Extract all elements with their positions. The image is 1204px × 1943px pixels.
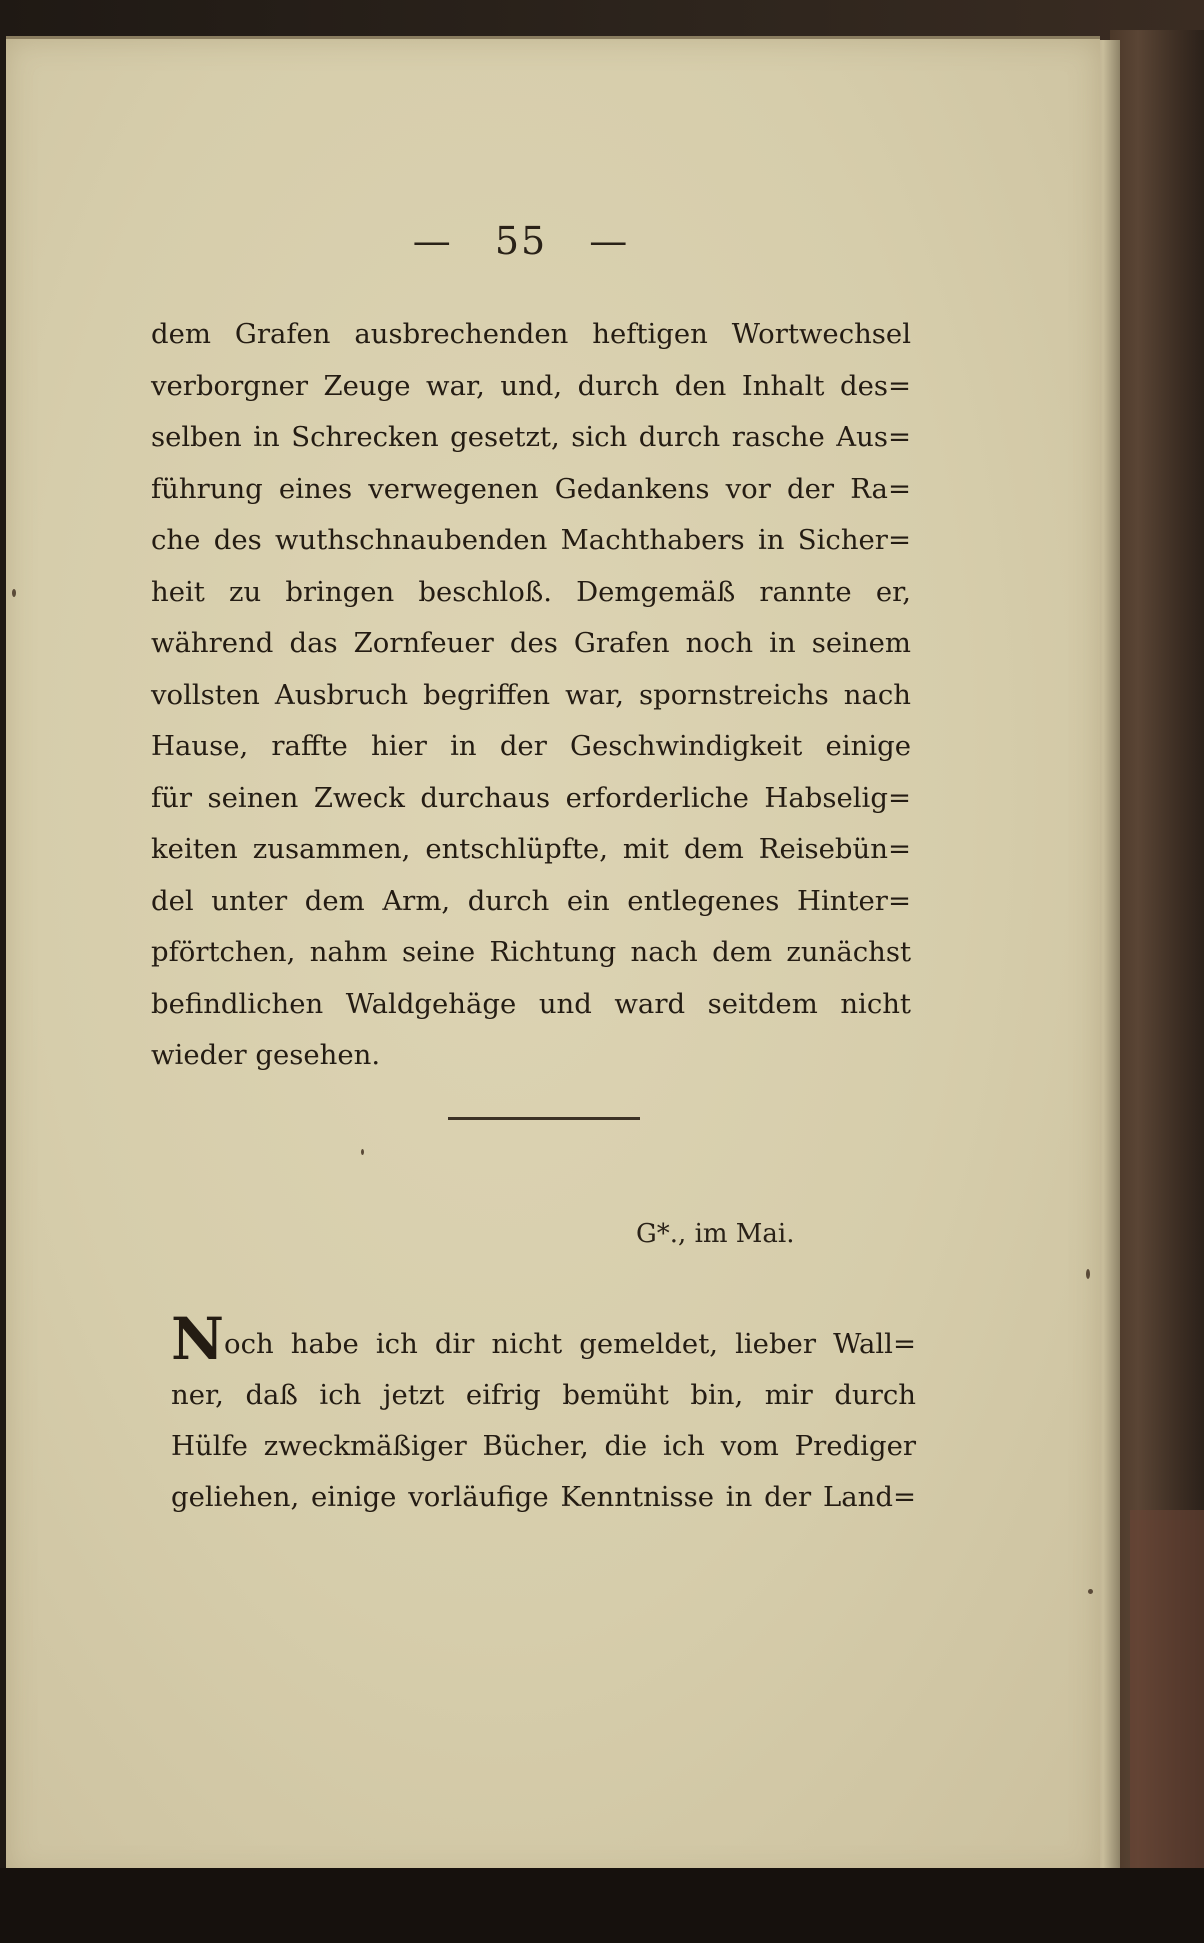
book-page: [6, 36, 1100, 1877]
text-line: für seinen Zweck durchaus erforderliche Habselig=: [151, 781, 911, 814]
text-line: befindlichen Waldgehäge und ward seitdem nicht: [151, 987, 911, 1020]
text-line: keiten zusammen, entschlüpfte, mit dem Reisebün=: [151, 833, 911, 865]
text-line-with-initial: [171, 1305, 916, 1373]
letter-dateline: G*., im Mai.: [636, 1219, 795, 1249]
paper-speck: [361, 1149, 364, 1155]
text-line: Hause, raffte hier in der Geschwindigkeit einige: [151, 730, 911, 762]
scan-bottom-shadow: [0, 1868, 1204, 1943]
text-line: del unter dem Arm, durch ein entlegenes Hinter=: [151, 884, 911, 917]
text-line: che des wuthschnaubenden Machthabers in Sicher=: [151, 524, 911, 556]
section-divider: [448, 1117, 640, 1120]
paper-speck: [1086, 1269, 1090, 1279]
text-line: wieder gesehen.: [151, 1039, 381, 1071]
text-line: och habe ich dir nicht gemeldet, lieber Wall=: [224, 1328, 916, 1360]
page-number: 55: [494, 219, 548, 263]
text-line: geliehen, einige vorläufige Kenntnisse in der Land=: [171, 1481, 916, 1513]
text-line: dem Grafen ausbrechenden heftigen Wortwechsel: [151, 318, 911, 350]
text-line: pförtchen, nahm seine Richtung nach dem zunächst: [151, 936, 911, 968]
page-number-header: [6, 219, 1036, 263]
text-line: während das Zornfeuer des Grafen noch in seinem: [151, 627, 911, 659]
text-line: selben in Schrecken gesetzt, sich durch rasche Aus=: [151, 421, 911, 453]
drop-initial: N: [171, 1305, 225, 1373]
text-line: vollsten Ausbruch begriffen war, spornstreichs nach: [151, 678, 911, 711]
paper-speck: [12, 589, 16, 597]
cover-leather-patch: [1130, 1510, 1204, 1910]
header-dash-left: —: [412, 219, 453, 263]
header-dash-right: —: [589, 219, 630, 263]
text-line: verborgner Zeuge war, und, durch den Inhalt des=: [151, 369, 911, 402]
text-line: Hülfe zweckmäßiger Bücher, die ich vom Prediger: [171, 1430, 916, 1462]
text-line: führung eines verwegenen Gedankens vor der Ra=: [151, 472, 911, 505]
paper-speck: [1088, 1589, 1093, 1594]
paragraph-2: [171, 1305, 916, 1523]
book-cover-edge: [1110, 30, 1204, 1900]
text-line: ner, daß ich jetzt eifrig bemüht bin, mir durch: [171, 1379, 916, 1411]
text-line: heit zu bringen beschloß. Demgemäß rannte er,: [151, 575, 911, 608]
paragraph-1: [151, 309, 911, 1082]
